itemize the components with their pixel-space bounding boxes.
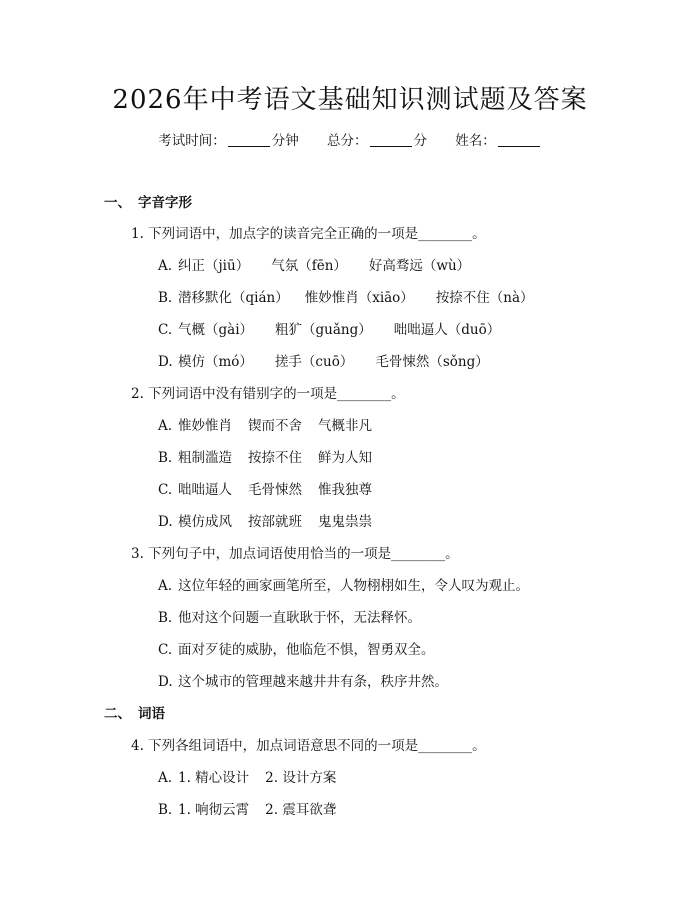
exam-time xyxy=(158,131,299,151)
score-blank xyxy=(370,132,412,147)
score-label: 总分： xyxy=(327,133,368,149)
time-blank xyxy=(228,132,270,147)
option-item: D. 模仿成风 按部就班 鬼鬼祟祟 xyxy=(158,514,372,530)
question-text: 2. 下列词语中没有错别字的一项是________。 xyxy=(131,386,405,402)
question-text: 1. 下列词语中，加点字的读音完全正确的一项是________。 xyxy=(131,226,486,242)
option-item: C. 面对歹徒的威胁，他临危不惧，智勇双全。 xyxy=(158,642,435,658)
question-text: 4. 下列各组词语中，加点词语意思不同的一项是________。 xyxy=(131,738,486,754)
option-item: B. 他对这个问题一直耿耿于怀，无法释怀。 xyxy=(158,610,421,626)
option-item: A. 这位年轻的画家画笔所至，人物栩栩如生，令人叹为观止。 xyxy=(158,578,529,594)
option-item: B. 粗制滥造 按捺不住 鲜为人知 xyxy=(158,450,372,466)
exam-meta xyxy=(0,131,700,151)
option-item: A. 1. 精心设计 2. 设计方案 xyxy=(158,770,337,786)
option-item: D. 模仿（mó） 搓手（cuō） 毛骨悚然（sǒng） xyxy=(158,354,489,370)
option-item: B. 1. 响彻云霄 2. 震耳欲聋 xyxy=(158,802,337,818)
time-unit: 分钟 xyxy=(271,133,299,149)
option-item: C. 咄咄逼人 毛骨悚然 惟我独尊 xyxy=(158,482,372,498)
section-heading: 一、 字音字形 xyxy=(104,195,192,211)
option-item: C. 气概（gài） 粗犷（guǎng） 咄咄逼人（duō） xyxy=(158,322,501,338)
option-item: B. 潜移默化（qián） 惟妙惟肖（xiāo） 按捺不住（nà） xyxy=(158,290,534,306)
option-item: A. 惟妙惟肖 锲而不舍 气概非凡 xyxy=(158,418,372,434)
section-heading: 二、 词语 xyxy=(104,706,165,722)
name-label: 姓名： xyxy=(455,133,496,149)
option-item: A. 纠正（jiū） 气氛（fēn） 好高骛远（wù） xyxy=(158,258,471,274)
question-text: 3. 下列句子中，加点词语使用恰当的一项是________。 xyxy=(131,546,459,562)
time-label: 考试时间： xyxy=(158,133,226,149)
exam-name xyxy=(455,131,542,151)
name-blank xyxy=(498,132,540,147)
score-unit: 分 xyxy=(413,133,427,149)
option-item: D. 这个城市的管理越来越井井有条，秩序井然。 xyxy=(158,674,448,690)
exam-score xyxy=(327,131,427,151)
document-title: 2026年中考语文基础知识测试题及答案 xyxy=(112,85,588,115)
